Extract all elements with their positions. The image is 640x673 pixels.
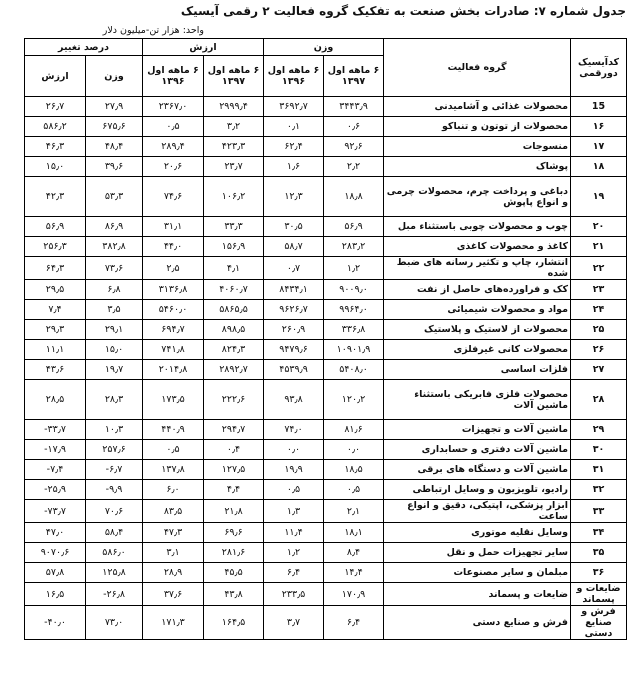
cell-value-1396: ۴۴۰٫۹	[143, 420, 204, 440]
cell-change-value: ۵۸۶٫۲	[25, 117, 86, 137]
cell-change-weight: ۴۸٫۴	[86, 137, 143, 157]
cell-group: محصولات غذائی و آشامیدنی	[384, 97, 571, 117]
cell-group: محصولات از لاستیک و پلاستیک	[384, 320, 571, 340]
cell-value-1397: ۲۲۲٫۶	[204, 380, 264, 420]
cell-weight-1397: ۳۴۴۳٫۹	[324, 97, 384, 117]
cell-weight-1396: ۱٫۶	[264, 157, 324, 177]
header-weight-1397: ۶ ماهه اول ۱۳۹۷	[324, 56, 384, 97]
cell-change-value: ۲۵۶٫۳	[25, 237, 86, 257]
cell-value-1396: ۴۴٫۰	[143, 237, 204, 257]
header-change-value: ارزش	[25, 56, 86, 97]
cell-weight-1396: ۳۶۹۲٫۷	[264, 97, 324, 117]
cell-value-1396: ۸۳٫۵	[143, 500, 204, 523]
cell-code: ۱۸	[571, 157, 627, 177]
cell-value-1396: ۷۴۱٫۸	[143, 340, 204, 360]
cell-group: مواد و محصولات شیمیائی	[384, 300, 571, 320]
cell-code: ۳۴	[571, 523, 627, 543]
cell-code: ۳۰	[571, 440, 627, 460]
cell-code: ۳۵	[571, 543, 627, 563]
cell-change-value: ۲۹٫۳	[25, 320, 86, 340]
cell-code: ۱۶	[571, 117, 627, 137]
cell-weight-1397: ۱۸٫۱	[324, 523, 384, 543]
cell-weight-1396: ۶٫۴	[264, 563, 324, 583]
table-row	[25, 320, 627, 340]
cell-change-value: -۱۷٫۹	[25, 440, 86, 460]
cell-group: محصولات کانی غیرفلزی	[384, 340, 571, 360]
table-row	[25, 157, 627, 177]
table-row	[25, 583, 627, 606]
cell-group: دباغی و پرداخت چرم، محصولات چرمی و انواع پاپوش	[384, 177, 571, 217]
cell-change-value: -۷۳٫۷	[25, 500, 86, 523]
header-value: ارزش	[143, 39, 264, 56]
cell-group: کاغذ و محصولات کاغذی	[384, 237, 571, 257]
cell-code: ۲۶	[571, 340, 627, 360]
cell-value-1397: ۱۵۶٫۹	[204, 237, 264, 257]
table-row	[25, 440, 627, 460]
cell-value-1397: ۵۸۶۵٫۵	[204, 300, 264, 320]
cell-weight-1396: ۰٫۱	[264, 117, 324, 137]
cell-value-1396: ۳۱۳۶٫۸	[143, 280, 204, 300]
cell-value-1396: ۰٫۵	[143, 117, 204, 137]
cell-weight-1396: ۱۹٫۹	[264, 460, 324, 480]
cell-weight-1397: ۰٫۰	[324, 440, 384, 460]
table-row	[25, 523, 627, 543]
cell-weight-1397: ۰٫۶	[324, 117, 384, 137]
header-value-1397: ۶ ماهه اول ۱۳۹۷	[204, 56, 264, 97]
cell-value-1397: ۳۳٫۳	[204, 217, 264, 237]
cell-value-1397: ۲۹۴٫۷	[204, 420, 264, 440]
table-row	[25, 563, 627, 583]
cell-change-weight: -۹٫۹	[86, 480, 143, 500]
cell-group: محصولات فلزی فابریکی باستثناء ماشین آلات	[384, 380, 571, 420]
cell-value-1397: ۸۹۸٫۵	[204, 320, 264, 340]
cell-weight-1396: ۵۸٫۷	[264, 237, 324, 257]
table-row	[25, 117, 627, 137]
cell-code: ۲۹	[571, 420, 627, 440]
cell-change-value: ۴۲٫۳	[25, 177, 86, 217]
table-title: جدول شماره ۷: صادرات بخش صنعت به تفکیک گروه فعالیت ۲ رقمی آیسیک	[180, 4, 626, 18]
cell-value-1397: ۴۰۶۰٫۷	[204, 280, 264, 300]
cell-code: ۳۶	[571, 563, 627, 583]
cell-value-1397: ۴۲۳٫۳	[204, 137, 264, 157]
cell-weight-1397: ۰٫۵	[324, 480, 384, 500]
cell-change-value: ۵۶٫۹	[25, 217, 86, 237]
cell-weight-1396: ۱٫۳	[264, 500, 324, 523]
cell-code: ۱۹	[571, 177, 627, 217]
cell-value-1397: ۲۳٫۷	[204, 157, 264, 177]
cell-group: فلزات اساسی	[384, 360, 571, 380]
cell-change-weight: -۲۶٫۸	[86, 583, 143, 606]
cell-group: مبلمان و سایر مصنوعات	[384, 563, 571, 583]
cell-group: منسوجات	[384, 137, 571, 157]
cell-code: ۲۰	[571, 217, 627, 237]
cell-weight-1396: ۲۶۰٫۹	[264, 320, 324, 340]
cell-weight-1397: ۹۹۶۴٫۰	[324, 300, 384, 320]
table-row	[25, 480, 627, 500]
cell-value-1397: ۲۸۱٫۶	[204, 543, 264, 563]
cell-change-value: ۴۳٫۶	[25, 360, 86, 380]
cell-value-1397: ۴۳٫۸	[204, 583, 264, 606]
table-row	[25, 177, 627, 217]
cell-value-1397: ۲۸۹۲٫۷	[204, 360, 264, 380]
exports-table	[24, 38, 627, 640]
cell-value-1397: ۴۵٫۵	[204, 563, 264, 583]
cell-value-1396: ۲۸۹٫۴	[143, 137, 204, 157]
cell-weight-1397: ۱۲۰٫۲	[324, 380, 384, 420]
cell-group: ماشین آلات و دستگاه های برقی	[384, 460, 571, 480]
cell-group: انتشار، چاپ و تکثیر رسانه های ضبط شده	[384, 257, 571, 280]
table-row	[25, 137, 627, 157]
cell-code: ۲۷	[571, 360, 627, 380]
cell-weight-1397: ۹۰۰۹٫۰	[324, 280, 384, 300]
cell-change-weight: ۲۸٫۳	[86, 380, 143, 420]
cell-value-1396: ۶٫۰	[143, 480, 204, 500]
cell-weight-1396: ۹۳٫۸	[264, 380, 324, 420]
table-body	[25, 97, 627, 640]
cell-weight-1397: ۱٫۲	[324, 257, 384, 280]
table-row	[25, 606, 627, 640]
cell-change-value: ۱۶٫۵	[25, 583, 86, 606]
header-code: کدآیسیک دورقمی	[571, 39, 627, 97]
cell-change-weight: ۵۸۶٫۰	[86, 543, 143, 563]
cell-change-value: ۹۰۷۰٫۶	[25, 543, 86, 563]
cell-change-value: -۴۰٫۰	[25, 606, 86, 640]
cell-code: ۲۳	[571, 280, 627, 300]
table-row	[25, 460, 627, 480]
cell-code: ۲۵	[571, 320, 627, 340]
table-row	[25, 300, 627, 320]
header-group: گروه فعالیت	[384, 39, 571, 97]
cell-weight-1397: ۵۶٫۹	[324, 217, 384, 237]
cell-weight-1397: ۲۸۳٫۲	[324, 237, 384, 257]
cell-value-1396: ۶۹۴٫۷	[143, 320, 204, 340]
cell-weight-1396: ۹۶۲۶٫۷	[264, 300, 324, 320]
cell-weight-1396: ۰٫۰	[264, 440, 324, 460]
cell-code: ۳۳	[571, 500, 627, 523]
cell-group: محصولات از توتون و تنباکو	[384, 117, 571, 137]
cell-value-1396: ۰٫۵	[143, 440, 204, 460]
cell-value-1396: ۲۳۶۷٫۰	[143, 97, 204, 117]
cell-change-value: ۱۱٫۱	[25, 340, 86, 360]
cell-change-value: ۴۶٫۳	[25, 137, 86, 157]
cell-weight-1396: ۳٫۷	[264, 606, 324, 640]
cell-weight-1397: ۱۸٫۸	[324, 177, 384, 217]
cell-group: فرش و صنایع دستی	[384, 606, 571, 640]
cell-code: ۲۸	[571, 380, 627, 420]
cell-value-1397: ۱۰۶٫۲	[204, 177, 264, 217]
cell-code: 15	[571, 97, 627, 117]
unit-label: واحد: هزار تن-میلیون دلار	[102, 25, 204, 36]
cell-code: ۱۷	[571, 137, 627, 157]
table-row	[25, 500, 627, 523]
cell-value-1396: ۳۷٫۶	[143, 583, 204, 606]
cell-value-1396: ۲۰۱۴٫۸	[143, 360, 204, 380]
table-row	[25, 340, 627, 360]
cell-change-weight: ۷۰٫۶	[86, 500, 143, 523]
cell-change-value: ۴۷٫۰	[25, 523, 86, 543]
cell-group: سایر تجهیزات حمل و نقل	[384, 543, 571, 563]
cell-code: ۲۴	[571, 300, 627, 320]
cell-change-value: ۶۴٫۳	[25, 257, 86, 280]
cell-weight-1396: ۷۴٫۰	[264, 420, 324, 440]
cell-weight-1397: ۳۳۶٫۸	[324, 320, 384, 340]
cell-weight-1396: ۶۲٫۴	[264, 137, 324, 157]
cell-value-1397: ۲۱٫۸	[204, 500, 264, 523]
cell-value-1396: ۵۴۶۰٫۰	[143, 300, 204, 320]
header-weight: وزن	[264, 39, 384, 56]
cell-change-weight: -۶٫۷	[86, 460, 143, 480]
cell-change-weight: ۵۳٫۳	[86, 177, 143, 217]
cell-change-value: -۷٫۴	[25, 460, 86, 480]
cell-weight-1396: ۹۴۷۹٫۶	[264, 340, 324, 360]
header-change: درصد تغییر	[25, 39, 143, 56]
cell-value-1397: ۴٫۴	[204, 480, 264, 500]
cell-group: کک و فراورده‌های حاصل از نفت	[384, 280, 571, 300]
cell-change-value: ۷٫۴	[25, 300, 86, 320]
cell-value-1396: ۱۳۷٫۸	[143, 460, 204, 480]
cell-weight-1396: ۸۴۳۴٫۱	[264, 280, 324, 300]
cell-change-value: ۵۷٫۸	[25, 563, 86, 583]
cell-code: ۲۲	[571, 257, 627, 280]
table-row	[25, 237, 627, 257]
header-value-1396: ۶ ماهه اول ۱۳۹۶	[143, 56, 204, 97]
cell-code: فرش و صنایع دستی	[571, 606, 627, 640]
cell-weight-1397: ۱۰۹۰۱٫۹	[324, 340, 384, 360]
cell-weight-1396: ۲۳۳٫۵	[264, 583, 324, 606]
table-row	[25, 217, 627, 237]
cell-change-value: ۲۸٫۵	[25, 380, 86, 420]
cell-code: ۳۲	[571, 480, 627, 500]
cell-value-1396: ۱۷۳٫۵	[143, 380, 204, 420]
cell-group: ماشین آلات دفتری و حسابداری	[384, 440, 571, 460]
table-row	[25, 380, 627, 420]
cell-change-weight: ۷۳٫۶	[86, 257, 143, 280]
cell-group: ماشین آلات و تجهیزات	[384, 420, 571, 440]
header-change-weight: وزن	[86, 56, 143, 97]
cell-value-1396: ۱۷۱٫۳	[143, 606, 204, 640]
cell-change-weight: ۳۸۲٫۸	[86, 237, 143, 257]
table-row	[25, 360, 627, 380]
cell-change-weight: ۱۹٫۷	[86, 360, 143, 380]
cell-weight-1397: ۱۷۰٫۹	[324, 583, 384, 606]
cell-change-value: ۲۹٫۵	[25, 280, 86, 300]
cell-value-1397: ۱۲۷٫۵	[204, 460, 264, 480]
cell-code: ۲۱	[571, 237, 627, 257]
cell-value-1396: ۲۰٫۶	[143, 157, 204, 177]
cell-group: پوشاک	[384, 157, 571, 177]
cell-change-weight: ۱۰٫۳	[86, 420, 143, 440]
cell-code: ۳۱	[571, 460, 627, 480]
table-row	[25, 543, 627, 563]
cell-group: وسایل نقلیه موتوری	[384, 523, 571, 543]
cell-group: رادیو، تلویزیون و وسایل ارتباطی	[384, 480, 571, 500]
cell-change-weight: ۱۵٫۰	[86, 340, 143, 360]
cell-change-weight: ۸۶٫۹	[86, 217, 143, 237]
cell-value-1396: ۳٫۱	[143, 543, 204, 563]
cell-change-weight: ۶۷۵٫۶	[86, 117, 143, 137]
cell-value-1397: ۶۹٫۶	[204, 523, 264, 543]
cell-change-weight: ۲۵۷٫۶	[86, 440, 143, 460]
cell-value-1397: ۴٫۱	[204, 257, 264, 280]
cell-value-1397: ۲۹۹۹٫۴	[204, 97, 264, 117]
table-row	[25, 280, 627, 300]
header-weight-1396: ۶ ماهه اول ۱۳۹۶	[264, 56, 324, 97]
cell-weight-1397: ۱۸٫۵	[324, 460, 384, 480]
cell-weight-1397: ۲٫۲	[324, 157, 384, 177]
cell-value-1397: ۳٫۲	[204, 117, 264, 137]
cell-weight-1397: ۲٫۱	[324, 500, 384, 523]
table-row	[25, 97, 627, 117]
cell-group: چوب و محصولات چوبی باستثناء مبل	[384, 217, 571, 237]
cell-weight-1397: ۵۴۰۸٫۰	[324, 360, 384, 380]
cell-change-weight: ۱۲۵٫۸	[86, 563, 143, 583]
cell-value-1396: ۲٫۵	[143, 257, 204, 280]
cell-weight-1396: ۱٫۲	[264, 543, 324, 563]
cell-change-value: -۲۵٫۹	[25, 480, 86, 500]
cell-value-1397: ۰٫۴	[204, 440, 264, 460]
cell-weight-1396: ۳۰٫۵	[264, 217, 324, 237]
cell-weight-1396: ۱۲٫۳	[264, 177, 324, 217]
cell-value-1397: ۸۲۴٫۳	[204, 340, 264, 360]
cell-weight-1397: ۹۲٫۶	[324, 137, 384, 157]
table-row	[25, 257, 627, 280]
cell-value-1396: ۷۴٫۶	[143, 177, 204, 217]
cell-value-1396: ۲۸٫۹	[143, 563, 204, 583]
cell-change-weight: ۲۷٫۹	[86, 97, 143, 117]
cell-value-1397: ۱۶۴٫۵	[204, 606, 264, 640]
table-row	[25, 420, 627, 440]
cell-weight-1396: ۰٫۵	[264, 480, 324, 500]
cell-change-weight: ۶٫۸	[86, 280, 143, 300]
cell-value-1396: ۴۷٫۳	[143, 523, 204, 543]
cell-change-weight: ۵۸٫۴	[86, 523, 143, 543]
cell-value-1396: ۳۱٫۱	[143, 217, 204, 237]
cell-group: ضایعات و پسماند	[384, 583, 571, 606]
cell-change-weight: ۳٫۵	[86, 300, 143, 320]
cell-weight-1397: ۸۱٫۶	[324, 420, 384, 440]
cell-change-value: -۳۳٫۷	[25, 420, 86, 440]
cell-weight-1397: ۱۴٫۴	[324, 563, 384, 583]
cell-weight-1397: ۶٫۴	[324, 606, 384, 640]
cell-change-value: ۲۶٫۷	[25, 97, 86, 117]
cell-change-weight: ۷۳٫۰	[86, 606, 143, 640]
cell-change-value: ۱۵٫۰	[25, 157, 86, 177]
cell-weight-1397: ۸٫۴	[324, 543, 384, 563]
cell-group: ابزار پزشکی، اپتیکی، دقیق و انواع ساعت	[384, 500, 571, 523]
cell-change-weight: ۳۹٫۶	[86, 157, 143, 177]
cell-weight-1396: ۰٫۷	[264, 257, 324, 280]
cell-code: ضایعات و پسماند	[571, 583, 627, 606]
cell-change-weight: ۲۹٫۱	[86, 320, 143, 340]
cell-weight-1396: ۱۱٫۴	[264, 523, 324, 543]
cell-weight-1396: ۴۵۳۹٫۹	[264, 360, 324, 380]
